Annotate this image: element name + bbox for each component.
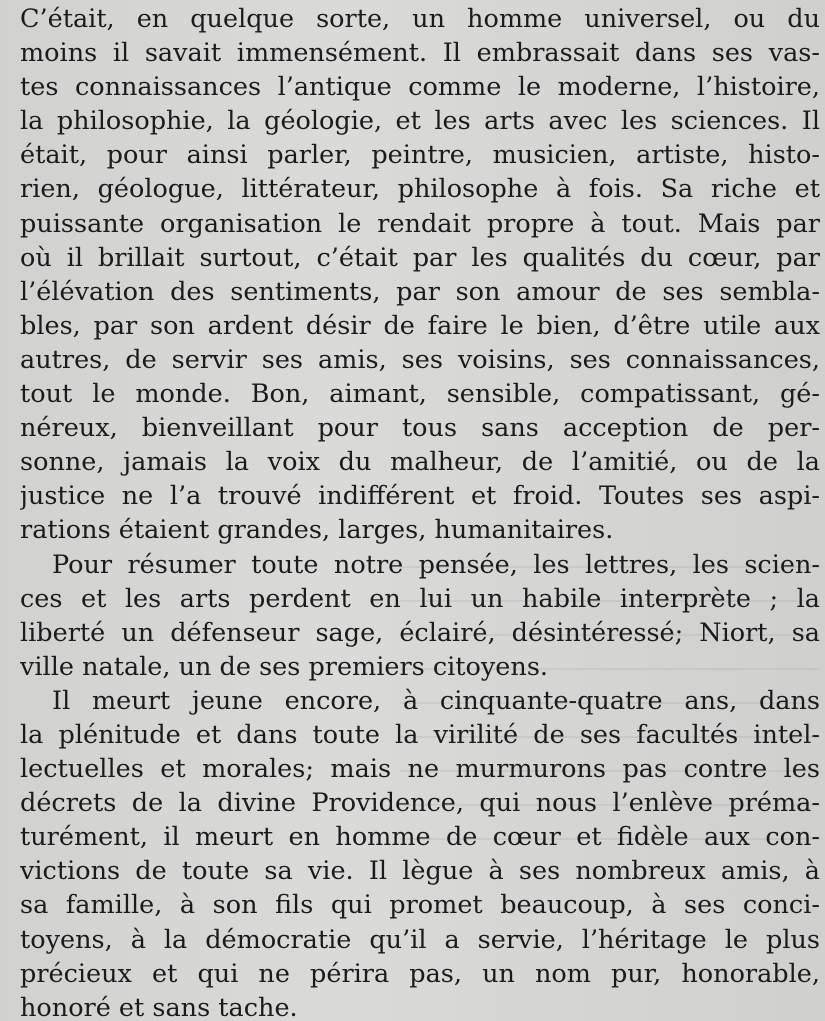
text-line-9: l’élévation des sentiments, par son amour de ses sembla- [20, 276, 820, 307]
text-line-11: autres, de servir ses amis, ses voisins, ses connaissances, [20, 344, 820, 375]
text-line-18: ces et les arts perdent en lui un habile interprète ; la [20, 583, 820, 614]
text-line-30: honoré et sans tache. [20, 992, 298, 1021]
text-line-17: Pour résumer toute notre pensée, les lettres, les scien- [52, 549, 820, 580]
text-line-16: rations étaient grandes, larges, humanitaires. [20, 515, 614, 546]
text-line-19: liberté un défenseur sage, éclairé, désintéressé; Niort, sa [20, 617, 820, 648]
text-line-21: Il meurt jeune encore, à cinquante-quatre ans, dans [52, 685, 820, 716]
text-line-24: décrets de la divine Providence, qui nous l’enlève préma- [20, 788, 820, 819]
text-line-8: où il brillait surtout, c’était par les qualités du cœur, par [20, 242, 820, 273]
text-line-25: turément, il meurt en homme de cœur et fidèle aux con- [20, 822, 820, 853]
text-line-10: bles, par son ardent désir de faire le bien, d’être utile aux [20, 310, 820, 341]
text-line-12: tout le monde. Bon, aimant, sensible, compatissant, gé- [20, 379, 820, 410]
text-line-15: justice ne l’a trouvé indifférent et froid. Toutes ses aspi- [20, 481, 820, 512]
text-line-2: moins il savait immensément. Il embrassait dans ses vas- [20, 38, 820, 69]
text-line-3: tes connaissances l’antique comme le moderne, l’histoire, [20, 72, 820, 103]
text-line-13: néreux, bienveillant pour tous sans acception de per- [20, 413, 820, 444]
text-line-7: puissante organisation le rendait propre à tout. Mais par [20, 208, 820, 239]
text-line-20: ville natale, un de ses premiers citoyens. [20, 651, 549, 682]
text-line-28: toyens, à la démocratie qu’il a servie, l’héritage le plus [20, 924, 820, 955]
text-line-27: sa famille, à son fils qui promet beaucoup, à ses conci- [20, 890, 820, 921]
text-line-1: C’était, en quelque sorte, un homme universel, ou du [20, 4, 820, 34]
text-line-4: la philosophie, la géologie, et les arts avec les sciences. Il [20, 106, 820, 137]
text-line-5: était, pour ainsi parler, peintre, musicien, artiste, histo- [20, 140, 820, 171]
text-line-14: sonne, jamais la voix du malheur, de l’amitié, ou de la [20, 447, 820, 478]
article-text [20, 2, 820, 1021]
text-line-26: victions de toute sa vie. Il lègue à ses nombreux amis, à [20, 856, 820, 887]
text-line-6: rien, géologue, littérateur, philosophe à fois. Sa riche et [20, 174, 820, 205]
text-line-23: lectuelles et morales; mais ne murmurons pas contre les [20, 754, 820, 785]
text-line-22: la plénitude et dans toute la virilité de ses facultés intel- [20, 719, 820, 750]
text-line-29: précieux et qui ne périra pas, un nom pur, honorable, [20, 958, 820, 989]
